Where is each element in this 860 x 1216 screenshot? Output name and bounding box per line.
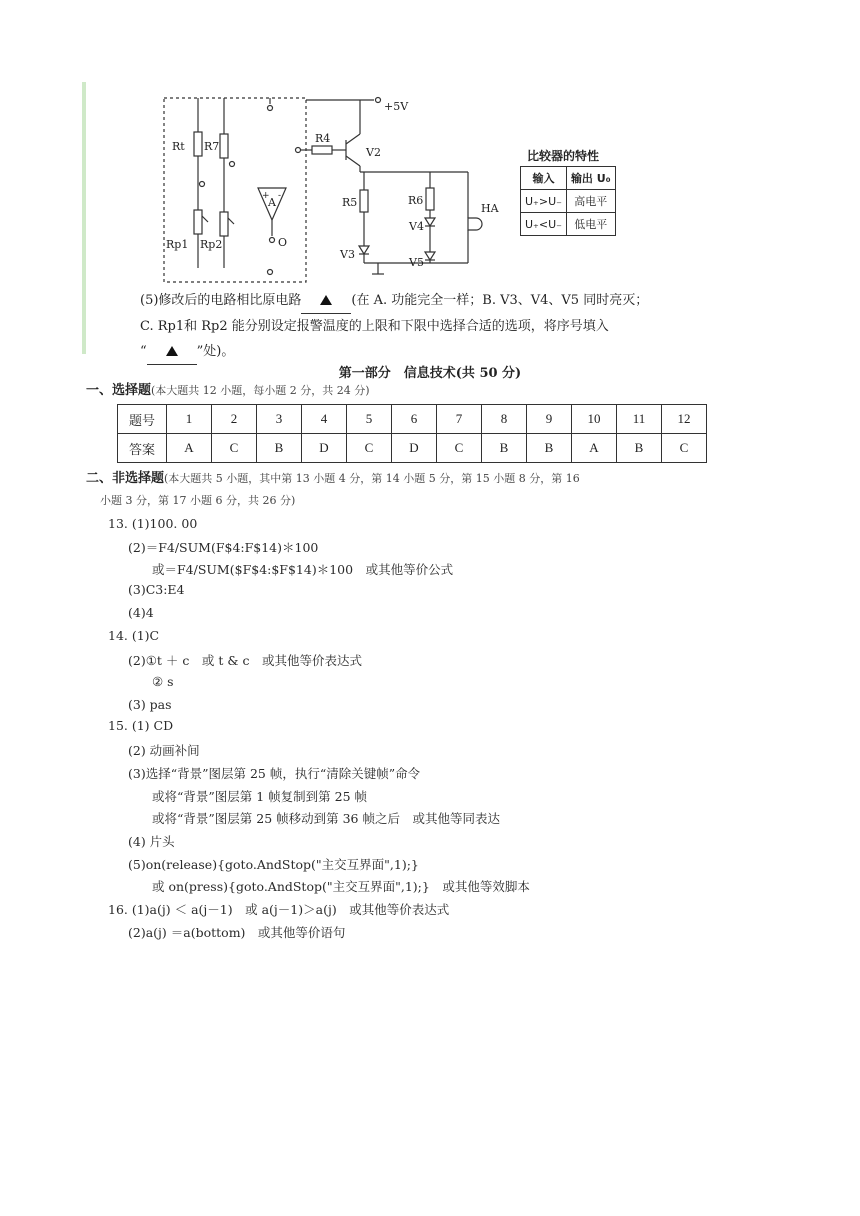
- label-r4: R4: [315, 132, 331, 145]
- table-cell: 9: [527, 405, 572, 434]
- section-2-note-continued: [100, 490, 295, 512]
- question-5-text: (5)修改后的电路相比原电路: [140, 293, 302, 308]
- comparator-header-input: 输入: [521, 167, 567, 190]
- label-v4: V4: [409, 220, 424, 233]
- row-header-number: 题号: [118, 405, 167, 434]
- section-2-note: (本大题共 5 小题，其中第 13 小题 4 分，第 14 小题 5 分，第 15 小题 8 分，第 16: [164, 472, 580, 485]
- comparator-cell: U₊>U₋: [521, 190, 567, 213]
- question-5: [140, 288, 648, 365]
- circuit-diagram: [150, 88, 499, 288]
- comparator-cell: 高电平: [566, 190, 615, 213]
- table-cell: B: [257, 434, 302, 463]
- label-r6: R6: [408, 194, 424, 207]
- table-cell: C: [347, 434, 392, 463]
- row-header-answer: 答案: [118, 434, 167, 463]
- answer-line: (5)on(release){goto.AndStop("主交互界面",1);}: [128, 857, 419, 872]
- answer-line: 或将“背景”图层第 25 帧移动到第 36 帧之后 或其他等同表达: [152, 811, 500, 826]
- label-r5: R5: [342, 196, 358, 209]
- table-cell: C: [212, 434, 257, 463]
- label-rp1: Rp1: [166, 238, 189, 251]
- table-cell: D: [392, 434, 437, 463]
- answer-line: 15. (1) CD: [108, 718, 174, 733]
- comparator-cell: 低电平: [566, 213, 615, 236]
- answer-line: (2) 动画补间: [128, 743, 200, 758]
- table-cell: 10: [572, 405, 617, 434]
- section-2-note-2: 小题 3 分，第 17 小题 6 分，共 26 分): [100, 494, 296, 507]
- table-cell: 5: [347, 405, 392, 434]
- answer-line: 或 on(press){goto.AndStop("主交互界面",1);} 或其他等效脚本: [152, 879, 530, 894]
- table-cell: B: [527, 434, 572, 463]
- answer-line: (2)a(j) ＝a(bottom) 或其他等价语句: [128, 925, 346, 940]
- table-cell: 4: [302, 405, 347, 434]
- table-cell: 2: [212, 405, 257, 434]
- label-comparator-a: A: [268, 196, 276, 209]
- label-rt: Rt: [172, 140, 185, 153]
- table-cell: B: [482, 434, 527, 463]
- question-5-line-2: C. Rp1和 Rp2 能分别设定报警温度的上限和下限中选择合适的选项，将序号填入: [140, 319, 609, 334]
- margin-highlight-bar: [82, 82, 86, 354]
- label-v3: V3: [340, 248, 355, 261]
- answer-line: (4) 片头: [128, 834, 175, 849]
- answer-line: 或＝F4/SUM($F$4:$F$14)＊100 或其他等价公式: [152, 562, 454, 577]
- section-2-title: 二、非选择题: [86, 471, 165, 486]
- table-cell: 6: [392, 405, 437, 434]
- table-cell: 12: [662, 405, 707, 434]
- answer-line: (2)①t ＋ c 或 t & c 或其他等价表达式: [128, 653, 362, 668]
- answer-line: 14. (1)C: [108, 628, 160, 643]
- label-comparator-o: O: [278, 236, 288, 249]
- section-1-title: 一、选择题: [86, 383, 152, 398]
- open-quote: “: [140, 344, 147, 359]
- table-cell: C: [437, 434, 482, 463]
- label-ha: HA: [481, 202, 499, 215]
- comparator-cell: U₊<U₋: [521, 213, 567, 236]
- table-cell: D: [302, 434, 347, 463]
- table-row: [118, 405, 707, 434]
- answer-table: [117, 404, 707, 463]
- table-row: [118, 434, 707, 463]
- close-quote: ”处)。: [196, 344, 235, 359]
- answer-line: (4)4: [128, 605, 154, 620]
- table-cell: C: [662, 434, 707, 463]
- answer-line: (3) pas: [128, 697, 172, 712]
- table-cell: 11: [617, 405, 662, 434]
- label-r7: R7: [204, 140, 220, 153]
- comparator-table: [520, 166, 616, 236]
- table-cell: 7: [437, 405, 482, 434]
- table-cell: 8: [482, 405, 527, 434]
- triangle-marker-icon: [320, 295, 332, 305]
- answer-line: (3)C3:E4: [128, 582, 185, 597]
- triangle-marker-icon: [166, 346, 178, 356]
- label-v5: V5: [409, 256, 424, 269]
- section-2-heading: [86, 468, 580, 490]
- label-rp2: Rp2: [200, 238, 223, 251]
- label-v2: V2: [366, 146, 381, 159]
- part-title: 第一部分 信息技术(共 50 分): [338, 366, 522, 381]
- answer-line: ② s: [152, 674, 174, 689]
- table-cell: 3: [257, 405, 302, 434]
- answer-line: 13. (1)100. 00: [108, 516, 198, 531]
- section-1-heading: [86, 380, 370, 402]
- table-cell: A: [167, 434, 212, 463]
- answer-line: 或将“背景”图层第 1 帧复制到第 25 帧: [152, 789, 368, 804]
- comparator-header-output: 输出 U₀: [566, 167, 615, 190]
- label-plus5v: +5V: [384, 100, 409, 113]
- answer-line: 16. (1)a(j) ＜ a(j－1) 或 a(j－1)＞a(j) 或其他等价表达式: [108, 902, 450, 917]
- answer-line: (2)＝F4/SUM(F$4:F$14)＊100: [128, 540, 319, 555]
- label-comparator-plus: +: [262, 191, 270, 201]
- table-cell: 1: [167, 405, 212, 434]
- table-cell: A: [572, 434, 617, 463]
- answer-line: (3)选择“背景”图层第 25 帧，执行“清除关键帧”命令: [128, 766, 421, 781]
- label-comparator-minus: -: [278, 191, 282, 201]
- question-5-options: (在 A. 功能完全一样；B. V3、V4、V5 同时亮灭；: [351, 293, 649, 308]
- section-1-note: (本大题共 12 小题，每小题 2 分，共 24 分): [151, 384, 370, 397]
- comparator-title: 比较器的特性: [527, 149, 600, 163]
- table-cell: B: [617, 434, 662, 463]
- question-5-line-1: [140, 288, 648, 314]
- answer-blank: [301, 288, 351, 314]
